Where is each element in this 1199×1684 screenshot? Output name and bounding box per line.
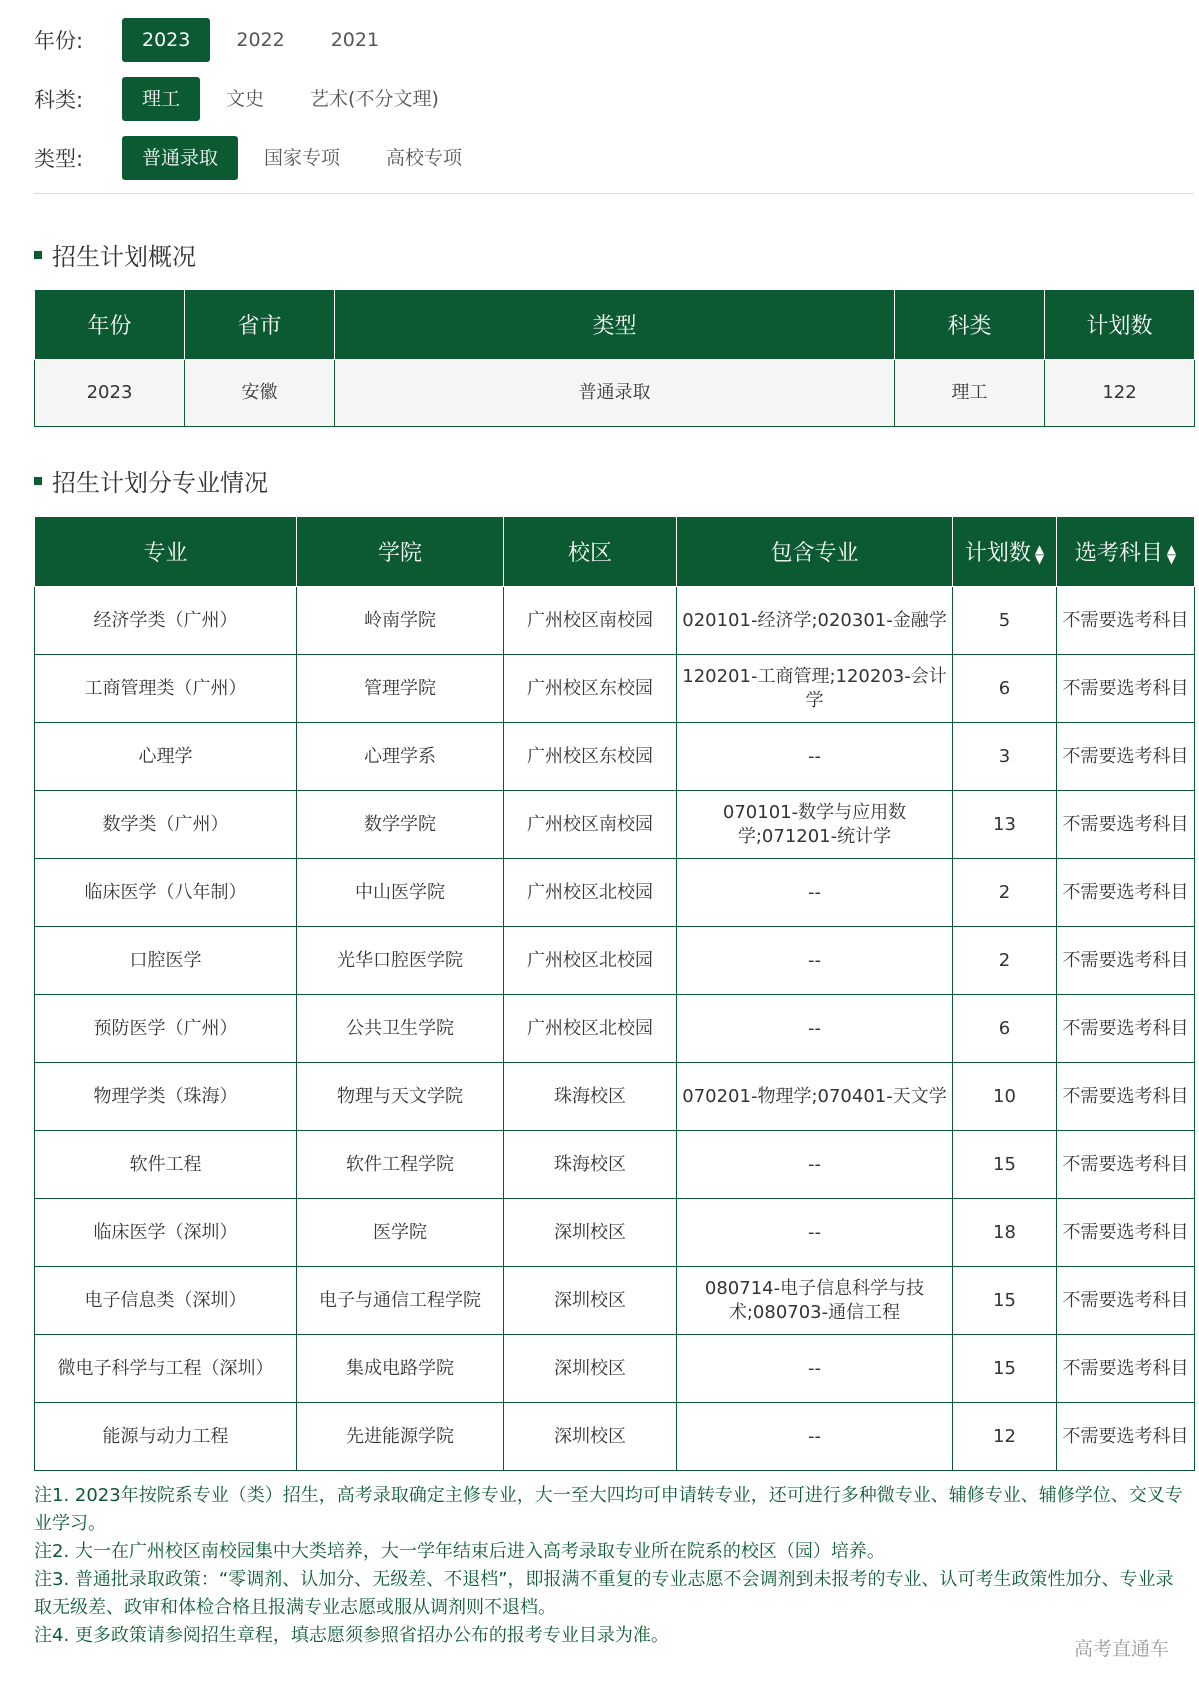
cell-college: 光华口腔医学院 [297, 927, 504, 995]
year-option-2021[interactable]: 2021 [330, 28, 380, 51]
cell-subjects: 不需要选考科目 [1057, 1335, 1195, 1403]
cell-included-majors: 080714-电子信息科学与技术;080703-通信工程 [677, 1267, 953, 1335]
category-filter-label: 科类: [34, 87, 84, 112]
cell-campus: 广州校区南校园 [504, 587, 677, 655]
cell-subjects: 不需要选考科目 [1057, 1063, 1195, 1131]
cell-included-majors: -- [677, 1199, 953, 1267]
cell-plan-count: 2 [953, 859, 1057, 927]
cell-included-majors: 070101-数学与应用数学;071201-统计学 [677, 791, 953, 859]
cell-included-majors: -- [677, 723, 953, 791]
cell-college: 集成电路学院 [297, 1335, 504, 1403]
table-row [35, 587, 1195, 655]
watermark: 高考直通车 [1073, 1638, 1169, 1660]
cell-college: 先进能源学院 [297, 1403, 504, 1471]
summary-table [34, 290, 1195, 427]
cell-major: 工商管理类（广州） [35, 655, 297, 723]
type-option-national[interactable]: 国家专项 [264, 146, 341, 169]
cell-subjects: 不需要选考科目 [1057, 1267, 1195, 1335]
table-row [35, 995, 1195, 1063]
summary-header-province: 省市 [185, 290, 335, 360]
note-1: 注1. 2023年按院系专业（类）招生，高考录取确定主修专业，大一至大四均可申请转专业，还可进行多种微专业、辅修专业、辅修学位、交叉专业学习。 [34, 1485, 1183, 1534]
cell-college: 软件工程学院 [297, 1131, 504, 1199]
cell-college: 管理学院 [297, 655, 504, 723]
cell-major: 数学类（广州） [35, 791, 297, 859]
summary-row [35, 360, 1195, 427]
section-bullet-icon [34, 251, 42, 259]
cell-plan-count: 5 [953, 587, 1057, 655]
cell-subjects: 不需要选考科目 [1057, 1403, 1195, 1471]
cell-included-majors: 020101-经济学;020301-金融学 [677, 587, 953, 655]
table-row [35, 1267, 1195, 1335]
summary-type: 普通录取 [335, 360, 895, 427]
cell-campus: 广州校区南校园 [504, 791, 677, 859]
cell-included-majors: -- [677, 927, 953, 995]
cell-campus: 广州校区东校园 [504, 723, 677, 791]
majors-header-subjects-label: 选考科目 [1074, 541, 1163, 566]
cell-plan-count: 10 [953, 1063, 1057, 1131]
year-option-2023[interactable]: 2023 [122, 18, 210, 62]
type-option-regular[interactable]: 普通录取 [122, 136, 238, 180]
cell-included-majors: -- [677, 859, 953, 927]
cell-college: 心理学系 [297, 723, 504, 791]
majors-header-plan-sortable[interactable] [953, 517, 1057, 587]
majors-section-title: 招生计划分专业情况 [52, 469, 268, 497]
note-4: 注4. 更多政策请参阅招生章程，填志愿须参照省招办公布的报考专业目录为准。 [34, 1625, 669, 1646]
note-2: 注2. 大一在广州校区南校园集中大类培养，大一学年结束后进入高考录取专业所在院系的校区（园）培养。 [34, 1541, 885, 1562]
note-3: 注3. 普通批录取政策：“零调剂、认加分、无级差、不退档”，即报满不重复的专业志愿不会调剂到未报考的专业、认可考生政策性加分、专业录取无级差、政审和体检合格且报满专业志愿或服从调剂则不退档。 [34, 1569, 1174, 1618]
cell-subjects: 不需要选考科目 [1057, 723, 1195, 791]
cell-included-majors: 120201-工商管理;120203-会计学 [677, 655, 953, 723]
cell-subjects: 不需要选考科目 [1057, 995, 1195, 1063]
cell-major: 临床医学（八年制） [35, 859, 297, 927]
cell-subjects: 不需要选考科目 [1057, 587, 1195, 655]
table-row [35, 791, 1195, 859]
sort-arrows-icon[interactable]: ▲ ▼ [1166, 542, 1177, 566]
cell-campus: 深圳校区 [504, 1403, 677, 1471]
cell-major: 经济学类（广州） [35, 587, 297, 655]
majors-table [34, 516, 1195, 1471]
cell-major: 预防医学（广州） [35, 995, 297, 1063]
cell-major: 软件工程 [35, 1131, 297, 1199]
majors-header-plan-label: 计划数 [964, 541, 1031, 566]
cell-college: 医学院 [297, 1199, 504, 1267]
cell-campus: 广州校区北校园 [504, 927, 677, 995]
cell-plan-count: 3 [953, 723, 1057, 791]
category-filter [34, 69, 1194, 128]
cell-college: 数学学院 [297, 791, 504, 859]
cell-plan-count: 18 [953, 1199, 1057, 1267]
year-option-2022[interactable]: 2022 [236, 28, 285, 51]
cell-subjects: 不需要选考科目 [1057, 927, 1195, 995]
cell-included-majors: -- [677, 1335, 953, 1403]
cell-college: 电子与通信工程学院 [297, 1267, 504, 1335]
cell-college: 中山医学院 [297, 859, 504, 927]
cell-college: 岭南学院 [297, 587, 504, 655]
majors-header-college: 学院 [297, 517, 504, 587]
cell-included-majors: -- [677, 1403, 953, 1471]
cell-subjects: 不需要选考科目 [1057, 791, 1195, 859]
type-option-university[interactable]: 高校专项 [386, 146, 463, 169]
cell-major: 心理学 [35, 723, 297, 791]
category-option-art[interactable]: 艺术(不分文理) [310, 87, 439, 110]
cell-included-majors: -- [677, 1131, 953, 1199]
cell-subjects: 不需要选考科目 [1057, 1199, 1195, 1267]
cell-major: 能源与动力工程 [35, 1403, 297, 1471]
cell-campus: 深圳校区 [504, 1267, 677, 1335]
table-row [35, 1063, 1195, 1131]
cell-plan-count: 13 [953, 791, 1057, 859]
table-row [35, 723, 1195, 791]
summary-province: 安徽 [185, 360, 335, 427]
cell-subjects: 不需要选考科目 [1057, 1131, 1195, 1199]
cell-subjects: 不需要选考科目 [1057, 655, 1195, 723]
cell-major: 微电子科学与工程（深圳） [35, 1335, 297, 1403]
cell-plan-count: 12 [953, 1403, 1057, 1471]
year-filter-label: 年份: [34, 28, 84, 53]
table-row [35, 927, 1195, 995]
majors-header-major: 专业 [35, 517, 297, 587]
category-option-liberal-arts[interactable]: 文史 [226, 87, 265, 110]
summary-section-heading [34, 237, 196, 272]
cell-campus: 深圳校区 [504, 1335, 677, 1403]
cell-plan-count: 15 [953, 1267, 1057, 1335]
majors-header-campus: 校区 [504, 517, 677, 587]
cell-campus: 珠海校区 [504, 1131, 677, 1199]
table-row [35, 1199, 1195, 1267]
notes [34, 1482, 1184, 1650]
cell-plan-count: 15 [953, 1131, 1057, 1199]
sort-arrows-icon[interactable]: ▲ ▼ [1034, 542, 1045, 566]
cell-included-majors: -- [677, 995, 953, 1063]
cell-plan-count: 15 [953, 1335, 1057, 1403]
filter-divider [34, 193, 1194, 194]
summary-category: 理工 [895, 360, 1045, 427]
cell-subjects: 不需要选考科目 [1057, 859, 1195, 927]
cell-campus: 广州校区北校园 [504, 859, 677, 927]
summary-section-title: 招生计划概况 [52, 243, 196, 271]
cell-plan-count: 6 [953, 655, 1057, 723]
cell-campus: 广州校区北校园 [504, 995, 677, 1063]
table-row [35, 655, 1195, 723]
cell-included-majors: 070201-物理学;070401-天文学 [677, 1063, 953, 1131]
category-option-science[interactable]: 理工 [122, 77, 200, 121]
type-filter-label: 类型: [34, 146, 84, 171]
type-filter [34, 128, 1194, 187]
year-filter [34, 10, 1194, 69]
summary-header-year: 年份 [35, 290, 185, 360]
section-bullet-icon [34, 477, 42, 485]
majors-table-body [35, 587, 1195, 1471]
cell-campus: 广州校区东校园 [504, 655, 677, 723]
cell-plan-count: 6 [953, 995, 1057, 1063]
summary-plan: 122 [1045, 360, 1195, 427]
summary-year: 2023 [35, 360, 185, 427]
majors-header-row [35, 517, 1195, 587]
cell-major: 口腔医学 [35, 927, 297, 995]
cell-major: 物理学类（珠海） [35, 1063, 297, 1131]
cell-college: 物理与天文学院 [297, 1063, 504, 1131]
table-row [35, 1131, 1195, 1199]
cell-plan-count: 2 [953, 927, 1057, 995]
cell-major: 电子信息类（深圳） [35, 1267, 297, 1335]
filter-panel [34, 10, 1194, 187]
majors-header-subjects-sortable[interactable] [1057, 517, 1195, 587]
summary-header-type: 类型 [335, 290, 895, 360]
majors-section-heading [34, 463, 268, 498]
table-row [35, 859, 1195, 927]
cell-college: 公共卫生学院 [297, 995, 504, 1063]
majors-header-included: 包含专业 [677, 517, 953, 587]
summary-header-category: 科类 [895, 290, 1045, 360]
table-row [35, 1403, 1195, 1471]
cell-campus: 珠海校区 [504, 1063, 677, 1131]
summary-header-plan: 计划数 [1045, 290, 1195, 360]
summary-header-row [35, 290, 1195, 360]
cell-campus: 深圳校区 [504, 1199, 677, 1267]
cell-major: 临床医学（深圳） [35, 1199, 297, 1267]
table-row [35, 1335, 1195, 1403]
